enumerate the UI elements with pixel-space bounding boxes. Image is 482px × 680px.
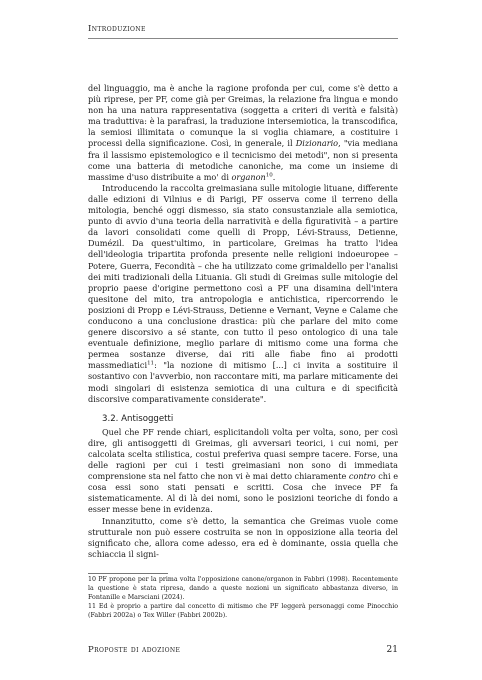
running-head: Introduzione [88,24,146,34]
footnotes [88,576,398,621]
italic-term-dizionario: Dizionario [295,138,339,149]
paragraph-2: Introducendo la raccolta greimasiana sulle mitologie lituane, differente dalle edizioni di Vilnius e di Parigi, PF osserva come il terreno della mitologia, benché oggi dismesso, sia stato consustanziale alla semiotica, punto di avvio d'una teoria della narratività e della figuratività – a partire da lavori consolidati come quelli di Propp, Lévi-Strauss, Detienne, Dumézil. Da quest'ultimo, in particolare, Greimas ha tratto l'idea dell'ideologia tripartita profonda presente nelle religioni indoeuropee – Potere, Guerra, Fecondità – che ha utilizzato come grimaldello per l'analisi dei miti tradizionali della Lituania. Gli studi di Greimas sulle mitologie del proprio paese d'origine permettono così a PF una disamina dell'intera quesitone del mito, tra antropologia e antichistica, ripercorrendo le posizioni di Propp e Lévi-Strauss, Detienne e Vernant, Veyne e Calame che conducono a una conclusione drastica: più che parlare del mito come genere discorsivo a sé stante, con tutto il peso ontologico di una tale eventuale definizione, meglio parlare di mitismo come una forma che permea sostanze diverse, dai riti alle fiabe fino ai prodotti massmediatici$^{11}$: "la nozione di mitismo [...] ci invita a sostituire il sostantivo con l'avverbio, non raccontare miti, ma parlare miticamente dei modi singolari di esistenza semiotica di una cultura e di specificità discorsive comparativamente considerate". [88,182,398,404]
footnote-ref-10: 10 [265,172,273,179]
running-foot: Proposte di adozione [88,645,181,655]
paragraph-4: Innanzitutto, come s'è detto, la semantica che Greimas vuole come strutturale non può essere costruita se non in opposizione alla teoria del significato che, allora come adesso, era ed è dominante, ossia quella che schiaccia il signi- [88,515,398,559]
footnote-rule [88,573,168,574]
header-rule [88,38,398,39]
footnote-ref-11: 11 [147,360,155,367]
footnote-10: 10 PF propone per la prima volta l'opposizione canone/organon in Fabbri (1998). Recentemente la questione è stata ripresa, dando a queste nozioni un significato abbastanza diverso, in Fontanille e Marsciani (2024). [88,576,398,601]
italic-term-organon: organon [231,171,266,182]
italic-term-contro: contro [348,471,376,482]
paragraph-1: del linguaggio, ma è anche la ragione profonda per cui, come s'è detto a più riprese, per PF, come già per Greimas, la relazione fra lingua e mondo non ha una natura rappresentativa (soggetta a criteri di verità e falsità) ma traduttiva: è la parafrasi, la traduzione intersemiotica, la transcodifica, la semiosi illimitata o comunque la si voglia chiamare, a costituire i processi della significazione. Così, in generale, il Dizionario, "via mediana fra il lassismo epistemologico e il tecnicismo dei metodi", non si presenta come una batteria di metodiche canoniche, ma come un insieme di massime d'uso distribuite a mo' di organon$^{10}$. [88,83,398,182]
main-text [88,83,398,560]
section-heading: 3.2. Antisoggetti [102,413,174,424]
paragraph-3: Quel che PF rende chiari, esplicitandoli volta per volta, sono, per così dire, gli antisoggetti di Greimas, gli avversari teorici, i cui nomi, per calcolata scelta stilistica, costui preferiva quasi sempre tacere. Forse, una delle ragioni per cui i testi greimasiani non sono di immediata comprensione sta nel fatto che non vi è mai detto chiaramente contro chi e cosa essi sono stati pensati e scritti. Cosa che invece PF fa sistematicamente. Al di là dei nomi, sono le posizioni teoriche di fondo a esser messe bene in evidenza. [88,426,399,515]
footnote-11: 11 Ed è proprio a partire dal concetto di mitismo che PF leggerà personaggi come Pinocchio (Fabbri 2002a) o Tex Willer (Fabbri 2002b). [88,602,398,619]
page-number: 21 [386,645,398,655]
